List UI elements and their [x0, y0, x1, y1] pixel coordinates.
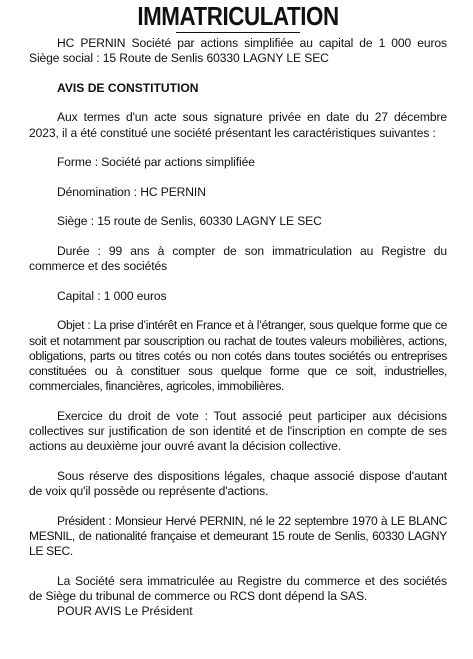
objet-paragraph: Objet : La prise d’intérêt en France et à l’étranger, sous quelque forme que ce soit et notamment par souscription ou rachat de toutes valeurs mobilières, actions, obligations, parts ou titres cotés ou non cotés dans toutes sociétés ou entreprises constituées ou à constituer sous quelque forme que ce soit, industrielles, commerciales, financières, agricoles, immobilières.: [29, 318, 447, 394]
company-intro: HC PERNIN Société par actions simplifiée au capital de 1 000 euros Siège social : 15 Route de Senlis 60330 LAGNY LE SEC: [29, 36, 447, 66]
title-underline: [176, 32, 300, 33]
reserve-paragraph: Sous réserve des dispositions légales, chaque associé dispose d'autant de voix qu'il possède ou représente d'actions.: [29, 468, 447, 498]
immatriculation-paragraph: La Société sera immatriculée au Registre du commerce et des sociétés de Siège du tribunal de commerce ou RCS dont dépend la SAS.: [29, 573, 447, 603]
forme-line: Forme : Société par actions simplifiée: [57, 155, 255, 170]
acte-paragraph: Aux termes d'un acte sous signature privée en date du 27 décembre 2023, il a été constitué une société présentant les caractéristiques suivantes :: [29, 110, 447, 140]
denomination-line: Dénomination : HC PERNIN: [57, 184, 206, 199]
vote-paragraph: Exercice du droit de vote : Tout associé peut participer aux décisions collectives sur justification de son identité et de l'inscription en compte de ses actions au deuxième jour ouvré avant la décision collective.: [29, 408, 447, 454]
section-heading: AVIS DE CONSTITUTION: [57, 80, 199, 95]
notice-title: IMMATRICULATION: [137, 1, 339, 31]
president-paragraph: Président : Monsieur Hervé PERNIN, né le 22 septembre 1970 à LE BLANC MESNIL, de nationalité française et demeurant 15 route de Senlis, 60330 LAGNY LE SEC.: [29, 513, 447, 558]
siege-line: Siège : 15 route de Senlis, 60330 LAGNY LE SEC: [57, 214, 322, 229]
duree-paragraph: Durée : 99 ans à compter de son immatriculation au Registre du commerce et des sociétés: [29, 243, 447, 274]
signoff-line: POUR AVIS Le Président: [57, 603, 193, 618]
capital-line: Capital : 1 000 euros: [57, 288, 167, 303]
